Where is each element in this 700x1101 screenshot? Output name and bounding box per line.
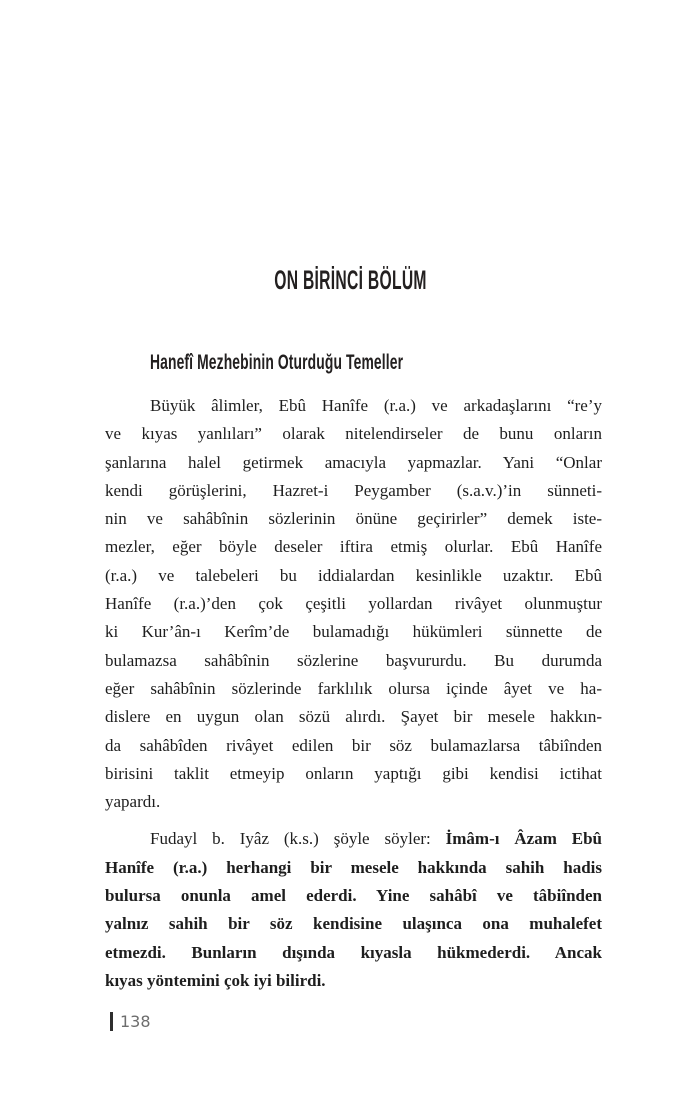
page-footer <box>110 1012 151 1031</box>
body-line: Hanîfe (r.a.)’den çok çeşitli yollardan rivâyet olunmuştur <box>105 594 602 614</box>
body-line: ki Kur’ân-ı Kerîm’de bulamadığı hükümleri sünnette de <box>105 622 602 642</box>
body-line: yalnız sahih bir söz kendisine ulaşınca ona muhalefet <box>105 914 602 934</box>
body-line: (r.a.) ve talebeleri bu iddialardan kesinlikle uzaktır. Ebû <box>105 565 602 585</box>
section-heading-text: Hanefî Mezhebinin Oturduğu Temeller <box>150 351 404 374</box>
body-line: şanlarına halel getirmek amacıyla yapmazlar. Yani “Onlar <box>105 452 602 472</box>
body-line: Büyük âlimler, Ebû Hanîfe (r.a.) ve arkadaşlarını “re’y <box>150 396 602 415</box>
section-heading <box>150 351 533 374</box>
body-line: da sahâbîden rivâyet edilen bir söz bulamazlarsa tâbiînden <box>105 735 602 755</box>
body-line: yapardı. <box>105 792 161 812</box>
footer-rule <box>110 1012 113 1031</box>
chapter-title <box>0 266 700 296</box>
paragraph-2 <box>105 825 602 995</box>
body-line: bulamazsa sahâbînin sözlerine başvururdu. Bu durumda <box>105 650 602 670</box>
body-line: nin ve sahâbînin sözlerinin önüne geçirirler” demek iste- <box>105 509 602 529</box>
body-line <box>105 825 602 853</box>
body-text <box>105 392 602 995</box>
body-line: bulursa onunla amel ederdi. Yine sahâbî ve tâbiînden <box>105 886 602 906</box>
body-line: ve kıyas yanlıları” olarak nitelendirseler de bunu onların <box>105 424 602 444</box>
paragraph-1 <box>105 392 602 816</box>
body-line-lead-bold: İmâm-ı Âzam Ebû <box>445 829 602 849</box>
body-line: mezler, eğer böyle deseler iftira etmiş olurlar. Ebû Hanîfe <box>105 537 602 557</box>
body-line: etmezdi. Bunların dışında kıyasla hükmederdi. Ancak <box>105 942 602 962</box>
chapter-title-text: ON BİRİNCİ BÖLÜM <box>273 265 427 295</box>
body-line-lead: Fudayl b. Iyâz (k.s.) şöyle söyler: <box>150 829 446 849</box>
body-line: dislere en uygun olan sözü alırdı. Şayet bir mesele hakkın- <box>105 707 602 727</box>
body-line: birisini taklit etmeyip onların yaptığı gibi kendisi ictihat <box>105 763 602 783</box>
body-line: kıyas yöntemini çok iyi bilirdi. <box>105 970 326 990</box>
body-line: Hanîfe (r.a.) herhangi bir mesele hakkında sahih hadis <box>105 857 602 877</box>
page-number: 138 <box>120 1012 151 1031</box>
body-line: kendi görüşlerini, Hazret-i Peygamber (s.a.v.)’in sünneti- <box>105 480 602 500</box>
body-line: eğer sahâbînin sözlerinde farklılık olursa içinde âyet ve ha- <box>105 678 602 698</box>
